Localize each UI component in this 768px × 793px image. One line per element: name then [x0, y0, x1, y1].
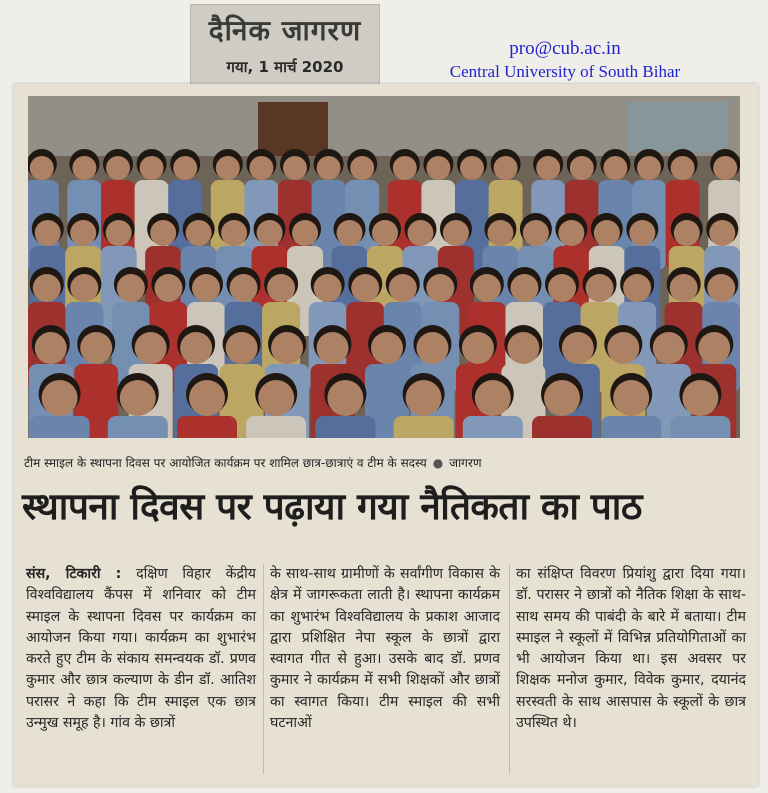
group-photo [28, 96, 740, 438]
photo-caption: टीम स्माइल के स्थापना दिवस पर आयोजित कार्यक्रम पर शामिल छात्र-छात्राएं व टीम के सदस्य [24, 456, 427, 470]
group-photo-illustration [28, 96, 740, 438]
article-column-2 [270, 564, 500, 774]
article-headline: स्थापना दिवस पर पढ़ाया गया नैतिकता का पाठ [22, 485, 642, 528]
newspaper-clipping [14, 84, 758, 786]
article-byline: संस, टिकारी : [26, 566, 122, 582]
contact-block [420, 38, 710, 82]
article-column-1 [26, 564, 256, 774]
column-divider [263, 564, 264, 774]
column-3-text: का संक्षिप्त विवरण प्रियांशु द्वारा दिया गया। डॉ. परासर ने छात्रों को नैतिक शिक्षा के साथ-साथ समय की पाबंदी के बारे में बताया। टीम स्माइल ने स्कूलों में विभिन्न प्रतियोगिताओं का भी आयोजन किया था। इस अवसर पर शिक्षक मनोज कुमार, विवेक कुमार, दयानंद सरस्वती के साथ आसपास के स्कूलों के छात्र उपस्थित थे। [516, 566, 746, 732]
column-divider [509, 564, 510, 774]
dateline: गया, 1 मार्च 2020 [226, 58, 344, 76]
article-column-3 [516, 564, 746, 774]
bullet-icon: ● [432, 456, 444, 470]
university-name: Central University of South Bihar [449, 62, 681, 81]
contact-email: pro@cub.ac.in [509, 38, 621, 59]
newspaper-masthead [190, 4, 380, 88]
photo-caption-line [24, 454, 744, 471]
photo-credit: जागरण [449, 456, 482, 470]
article-body [26, 564, 746, 774]
column-1-text: दक्षिण विहार केंद्रीय विश्वविद्यालय कैंपस में शनिवार को टीम स्माइल के स्थापना दिवस पर कार्यक्रम का आयोजन किया गया। कार्यक्रम का शुभारंभ करते हुए टीम के संकाय समन्वयक डॉ. प्रणव कुमार और छात्र कल्याण के डीन डॉ. आतिश परासर ने कहा कि टीम स्माइल एक छात्र उन्मुख समूह है। गांव के छात्रों [26, 566, 256, 732]
column-2-text: के साथ-साथ ग्रामीणों के सर्वांगीण विकास के क्षेत्र में जागरूकता लाती है। स्थापना कार्यक्रम का शुभारंभ विश्वविद्यालय के प्रकाश आजाद द्वारा प्रशिक्षित नेपा स्कूल के छात्रों द्वारा स्वागत गीत से हुआ। उसके बाद डॉ. प्रणव कुमार ने कार्यक्रम में सभी शिक्षकों और छात्रों का स्वागत किया। टीम स्माइल की सभी घटनाओं [270, 566, 500, 732]
newspaper-name: दैनिक जागरण [208, 14, 362, 47]
